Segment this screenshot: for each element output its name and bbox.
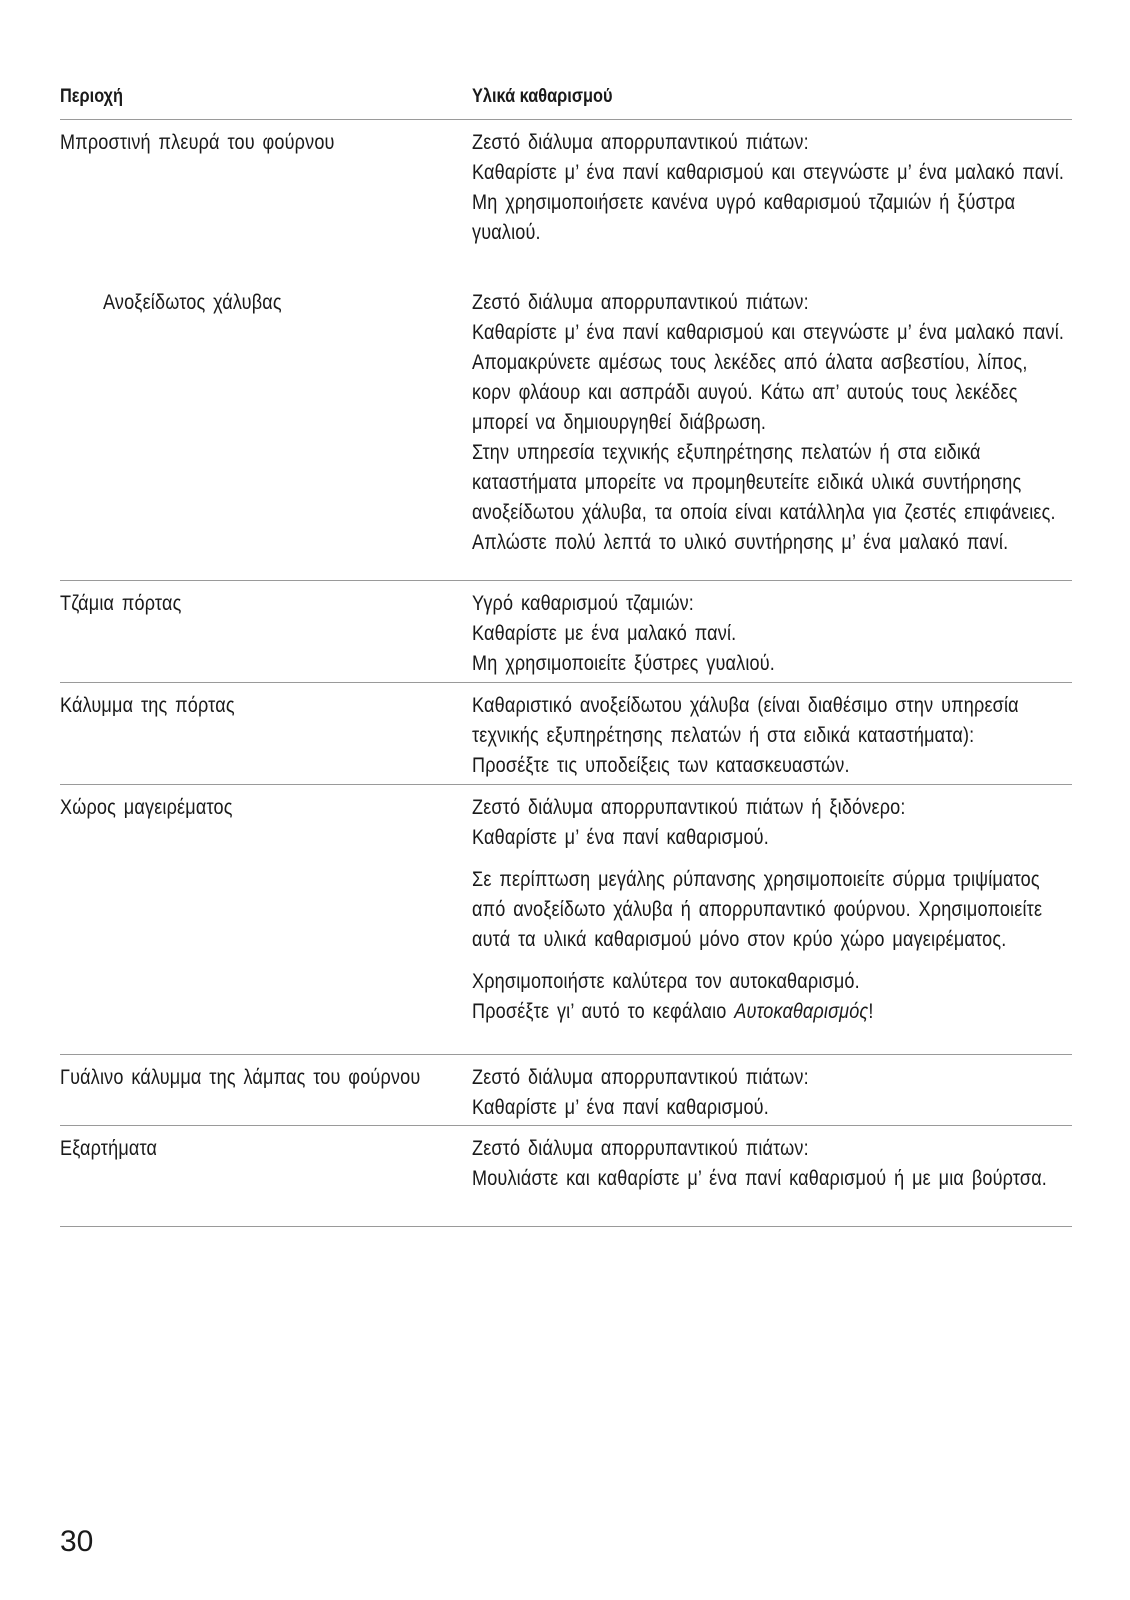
- row-line: Ζεστό διάλυμα απορρυπαντικού πιάτων:: [472, 291, 809, 314]
- row-line: Καθαριστικό ανοξείδωτου χάλυβα (είναι διαθέσιμο στην υπηρεσία τεχνικής εξυπηρέτησης πελατών ή στα ειδικά καταστήματα):: [472, 694, 1019, 747]
- header-area: Περιοχή: [60, 86, 123, 107]
- row-line-italic-ref: [472, 997, 1072, 1027]
- cleaning-table: [60, 78, 1072, 1227]
- row-line: Ζεστό διάλυμα απορρυπαντικού πιάτων ή ξιδόνερο:: [472, 796, 906, 819]
- row-line: Μη χρησιμοποιείτε ξύστρες γυαλιού.: [472, 652, 776, 675]
- table-row: [60, 120, 1072, 280]
- row-area: Μπροστινή πλευρά του φούρνου: [60, 131, 335, 154]
- row-line: Στην υπηρεσία τεχνικής εξυπηρέτησης πελατών ή στα ειδικά καταστήματα μπορείτε να προμηθευτείτε ειδικά υλικά συντήρησης ανοξείδωτου χάλυβα, τα οποία είναι κατάλληλα για ζεστές επιφάνειες. Απλώστε πολύ λεπτά το υλικό συντήρησης μ’ ένα μαλακό πανί.: [472, 441, 1056, 554]
- table-row: [60, 1126, 1072, 1227]
- ref-prefix: Προσέξτε γι’ αυτό το κεφάλαιο: [472, 1000, 735, 1023]
- row-line: Σε περίπτωση μεγάλης ρύπανσης χρησιμοποιείτε σύρμα τριψίματος από ανοξείδωτο χάλυβα ή απορρυπαντικό φούρνου. Χρησιμοποιείτε αυτά τα υλικά καθαρισμού μόνο στον κρύο χώρο μαγειρέματος.: [472, 868, 1043, 951]
- header-materials: Υλικά καθαρισμού: [472, 86, 613, 107]
- table-row: [60, 785, 1072, 1055]
- row-area: Χώρος μαγειρέματος: [60, 796, 233, 819]
- row-line: Καθαρίστε μ’ ένα πανί καθαρισμού.: [472, 1096, 769, 1119]
- row-area: Τζάμια πόρτας: [60, 592, 182, 615]
- row-line: Ζεστό διάλυμα απορρυπαντικού πιάτων:: [472, 1137, 809, 1160]
- row-line: Προσέξτε τις υποδείξεις των κατασκευαστών.: [472, 754, 850, 777]
- row-line: Ζεστό διάλυμα απορρυπαντικού πιάτων:: [472, 131, 809, 154]
- ref-suffix: !: [868, 1000, 874, 1023]
- row-area: Εξαρτήματα: [60, 1137, 158, 1160]
- row-line: Καθαρίστε μ’ ένα πανί καθαρισμού.: [472, 826, 769, 849]
- row-line: Υγρό καθαρισμού τζαμιών:: [472, 592, 694, 615]
- ref-chapter: Αυτοκαθαρισμός: [734, 1000, 869, 1023]
- row-line: Καθαρίστε με ένα μαλακό πανί.: [472, 622, 737, 645]
- table-header: [60, 78, 1072, 120]
- row-area: Κάλυμμα της πόρτας: [60, 694, 235, 717]
- table-row: [60, 280, 1072, 581]
- row-line: Χρησιμοποιήστε καλύτερα τον αυτοκαθαρισμό.: [472, 970, 860, 993]
- table-row: [60, 683, 1072, 785]
- table-row: [60, 1055, 1072, 1126]
- page-number: 30: [60, 1525, 94, 1558]
- row-area: Γυάλινο κάλυμμα της λάμπας του φούρνου: [60, 1066, 421, 1089]
- row-line: Ζεστό διάλυμα απορρυπαντικού πιάτων:: [472, 1066, 809, 1089]
- row-line: Καθαρίστε μ’ ένα πανί καθαρισμού και στεγνώστε μ’ ένα μαλακό πανί.: [472, 161, 1065, 184]
- row-line: Μουλιάστε και καθαρίστε μ’ ένα πανί καθαρισμού ή με μια βούρτσα.: [472, 1167, 1048, 1190]
- table-row: [60, 581, 1072, 683]
- row-line: Μη χρησιμοποιήσετε κανένα υγρό καθαρισμού τζαμιών ή ξύστρα γυαλιού.: [472, 191, 1016, 244]
- row-line: Καθαρίστε μ’ ένα πανί καθαρισμού και στεγνώστε μ’ ένα μαλακό πανί. Απομακρύνετε αμέσως τους λεκέδες από άλατα ασβεστίου, λίπος, κορν φλάουρ και ασπράδι αυγού. Κάτω απ’ αυτούς τους λεκέδες μπορεί να δημιουργηθεί διάβρωση.: [472, 321, 1065, 434]
- row-area: Ανοξείδωτος χάλυβας: [103, 291, 282, 314]
